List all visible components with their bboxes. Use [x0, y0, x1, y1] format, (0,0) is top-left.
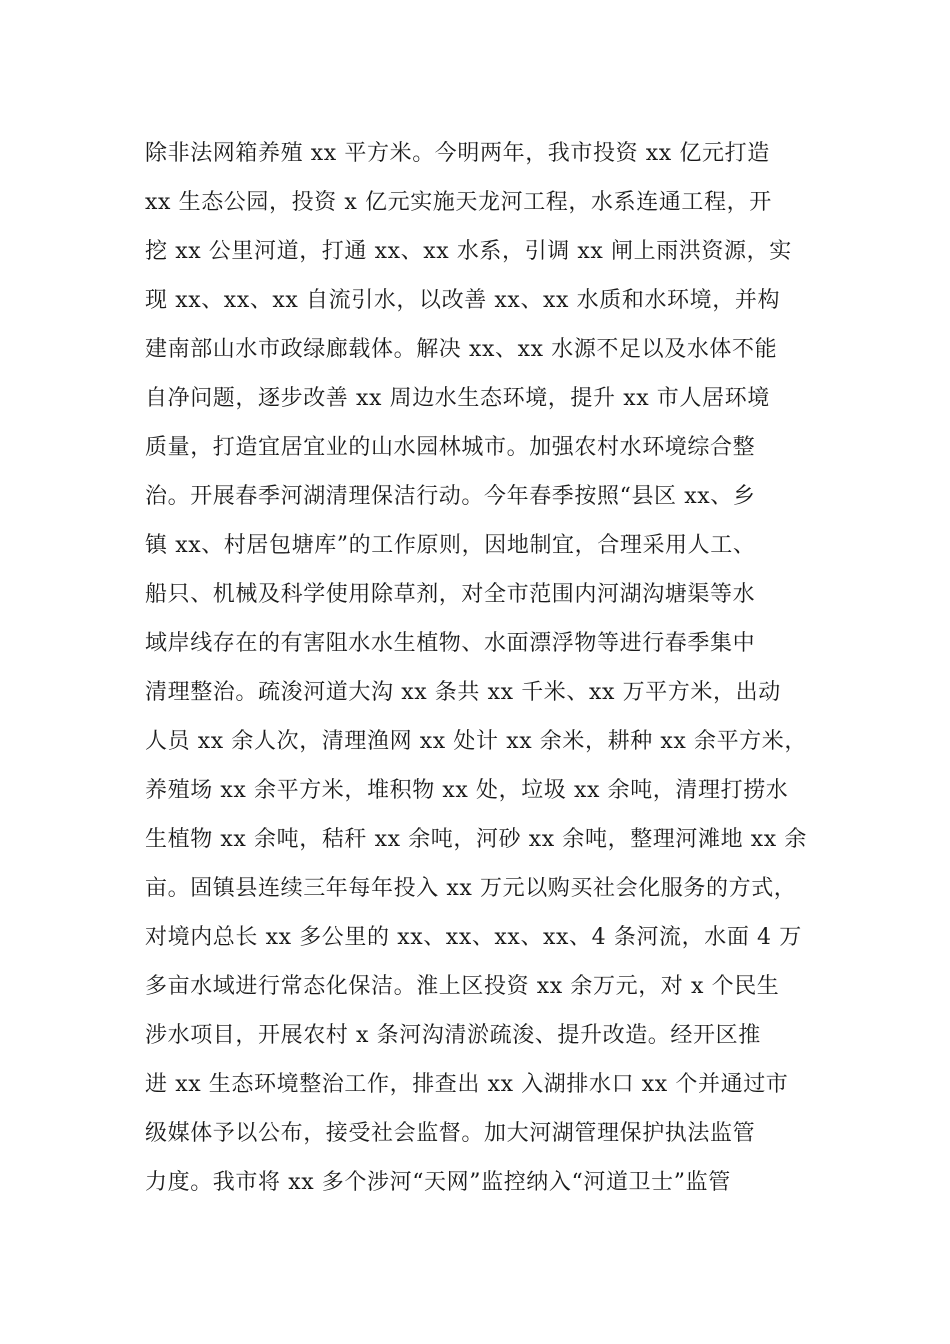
text-line: 多亩水域进行常态化保洁。淮上区投资 xx 余万元，对 x 个民生	[145, 974, 780, 999]
text-line: 治。开展春季河湖清理保洁行动。今年春季按照“县区 xx、乡	[145, 484, 756, 509]
text-line: 域岸线存在的有害阻水水生植物、水面漂浮物等进行春季集中	[145, 631, 756, 656]
text-line: 清理整治。疏浚河道大沟 xx 条共 xx 千米、xx 万平方米，出动	[145, 680, 781, 705]
text-line: 力度。我市将 xx 多个涉河“天网”监控纳入“河道卫士”监管	[145, 1170, 731, 1195]
text-line: 挖 xx 公里河道，打通 xx、xx 水系，引调 xx 闸上雨洪资源，实	[145, 239, 792, 264]
text-line: 建南部山水市政绿廊载体。解决 xx、xx 水源不足以及水体不能	[145, 337, 778, 362]
text-line: 人员 xx 余人次，清理渔网 xx 处计 xx 余米，耕种 xx 余平方米，	[145, 729, 808, 754]
text-line: xx 生态公园，投资 x 亿元实施天龙河工程，水系连通工程，开	[145, 190, 772, 215]
text-line: 进 xx 生态环境整治工作，排查出 xx 入湖排水口 xx 个并通过市	[145, 1072, 789, 1097]
text-line: 质量，打造宜居宜业的山水园林城市。加强农村水环境综合整	[145, 435, 756, 460]
text-line: 对境内总长 xx 多公里的 xx、xx、xx、xx、4 条河流，水面 4 万	[145, 925, 802, 950]
text-line: 现 xx、xx、xx 自流引水，以改善 xx、xx 水质和水环境，并构	[145, 288, 781, 313]
text-line: 船只、机械及科学使用除草剂，对全市范围内河湖沟塘渠等水	[145, 582, 756, 607]
text-line: 除非法网箱养殖 xx 平方米。今明两年，我市投资 xx 亿元打造	[145, 141, 770, 166]
text-line: 生植物 xx 余吨，秸秆 xx 余吨，河砂 xx 余吨，整理河滩地 xx 余	[145, 827, 808, 852]
text-line: 自净问题，逐步改善 xx 周边水生态环境，提升 xx 市人居环境	[145, 386, 770, 411]
body-paragraph	[145, 129, 835, 1207]
text-line: 亩。固镇县连续三年每年投入 xx 万元以购买社会化服务的方式，	[145, 876, 797, 901]
text-line: 涉水项目，开展农村 x 条河沟清淤疏浚、提升改造。经开区推	[145, 1023, 761, 1048]
text-line: 镇 xx、村居包塘库”的工作原则，因地制宜，合理采用人工、	[145, 533, 756, 558]
text-line: 级媒体予以公布，接受社会监督。加大河湖管理保护执法监管	[145, 1121, 756, 1146]
text-line: 养殖场 xx 余平方米，堆积物 xx 处，垃圾 xx 余吨，清理打捞水	[145, 778, 789, 803]
